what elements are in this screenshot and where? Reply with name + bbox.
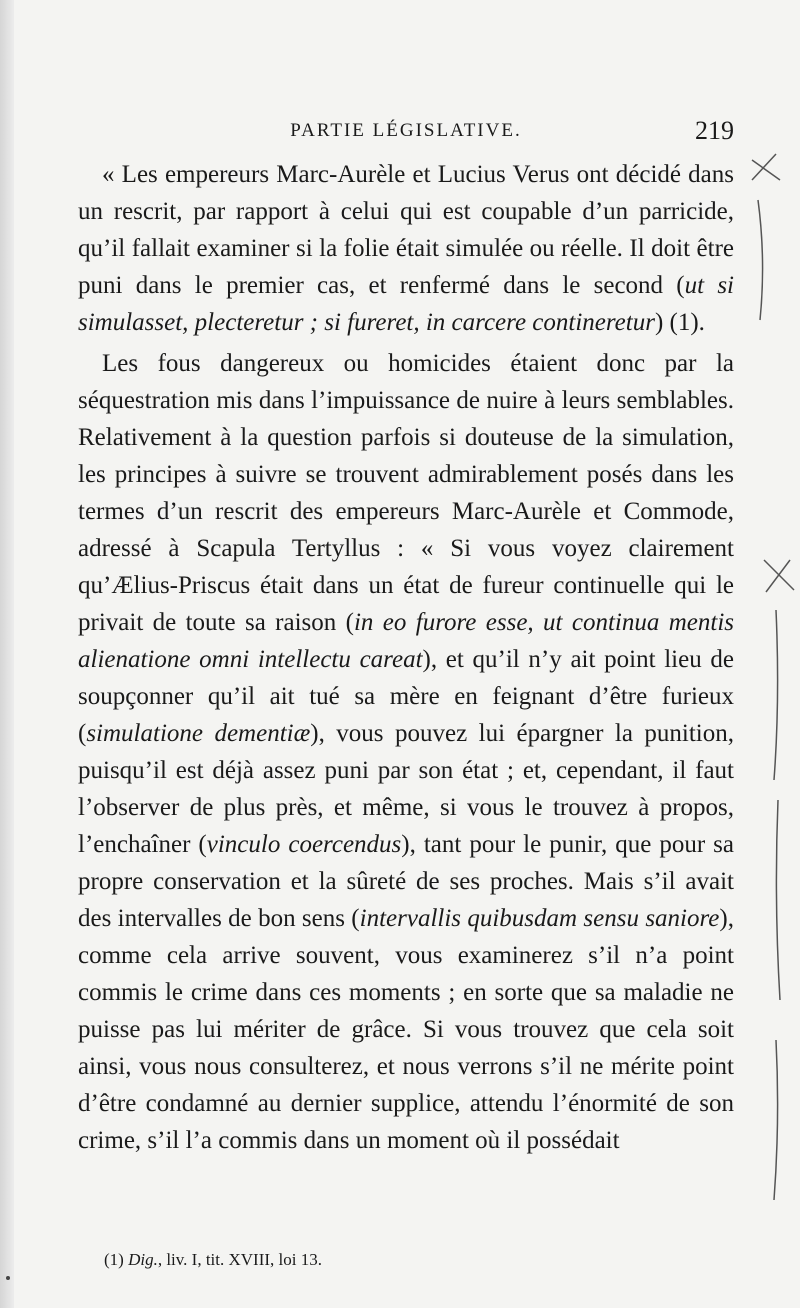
page-gutter-shadow: [0, 0, 14, 1308]
body-text: [78, 156, 734, 1159]
paragraph-2: [78, 345, 734, 1159]
text-span: Les fous dangereux ou homicides étaient donc par la séquestration mis dans l’impuissance de nuire à leurs semblables. Relativement à la question parfois si douteuse de la simulation, les principes à suivre se trouvent admirablement posés dans les termes d’un rescrit des empereurs Marc-Aurèle et Commode, adressé à Scapula Tertyllus : « Si vous voyez clairement qu’Ælius-Priscus était dans un état de fureur continuelle qui le privait de toute sa raison (: [78, 350, 734, 636]
text-span: ), et qu’il n’y ait point lieu de soupçonner qu’il ait tué sa mère en feignant d’être furieux (: [78, 646, 734, 747]
running-head: PARTIE LÉGISLATIVE.: [290, 120, 522, 141]
margin-bracket-line: [774, 1040, 778, 1200]
paragraph-1: [78, 156, 734, 341]
margin-bracket-line: [774, 610, 778, 780]
margin-cross-mark: [764, 560, 794, 592]
page-speck: [6, 1276, 10, 1280]
latin-quote: in eo furore esse, ut continua mentis alienatione omni intellectu careat: [78, 609, 735, 673]
footnote-source: Dig.: [128, 1250, 158, 1269]
margin-cross-mark: [752, 154, 780, 180]
text-span: « Les empereurs Marc-Aurèle et Lucius Verus ont décidé dans un rescrit, par rapport à celui qui est coupable d’un parricide, qu’il fallait examiner si la folie était simulée ou réelle. Il doit être puni dans le premier cas, et renfermé dans le second (: [78, 161, 734, 299]
latin-quote: intervallis quibusdam sensu saniore: [359, 905, 720, 932]
page-header: [78, 116, 734, 146]
page-number: 219: [695, 116, 734, 145]
text-span: ) (1).: [654, 309, 705, 336]
margin-pencil-marks: [740, 140, 800, 1290]
latin-quote: ut si simulasset, plecteretur ; si fureret, in carcere contineretur: [78, 272, 734, 336]
latin-quote: simulatione dementiæ: [86, 720, 311, 747]
margin-bracket-line: [758, 200, 763, 320]
footnote-number: (1): [104, 1250, 124, 1269]
footnote: [104, 1250, 322, 1270]
margin-bracket-line: [776, 800, 780, 1000]
text-span: ), comme cela arrive souvent, vous examinerez s’il n’a point commis le crime dans ces moments ; en sorte que sa maladie ne puisse pas lui mériter de grâce. Si vous trouvez que cela soit ainsi, vous nous consulterez, et nous verrons s’il ne mérite point d’être condamné au dernier supplice, attendu l’énormité de son crime, s’il l’a commis dans un moment où il possédait: [78, 905, 734, 1154]
text-span: ), tant pour le punir, que pour sa propre conservation et la sûreté de ses proches. Mais s’il avait des intervalles de bon sens (: [78, 831, 735, 932]
text-span: ), vous pouvez lui épargner la punition, puisqu’il est déjà assez puni par son état ; et, cependant, il faut l’observer de plus près, et même, si vous le trouvez à propos, l’enchaîner (: [78, 720, 734, 858]
footnote-reference: , liv. I, tit. XVIII, loi 13.: [157, 1250, 322, 1269]
latin-quote: vinculo coercendus: [206, 831, 402, 858]
